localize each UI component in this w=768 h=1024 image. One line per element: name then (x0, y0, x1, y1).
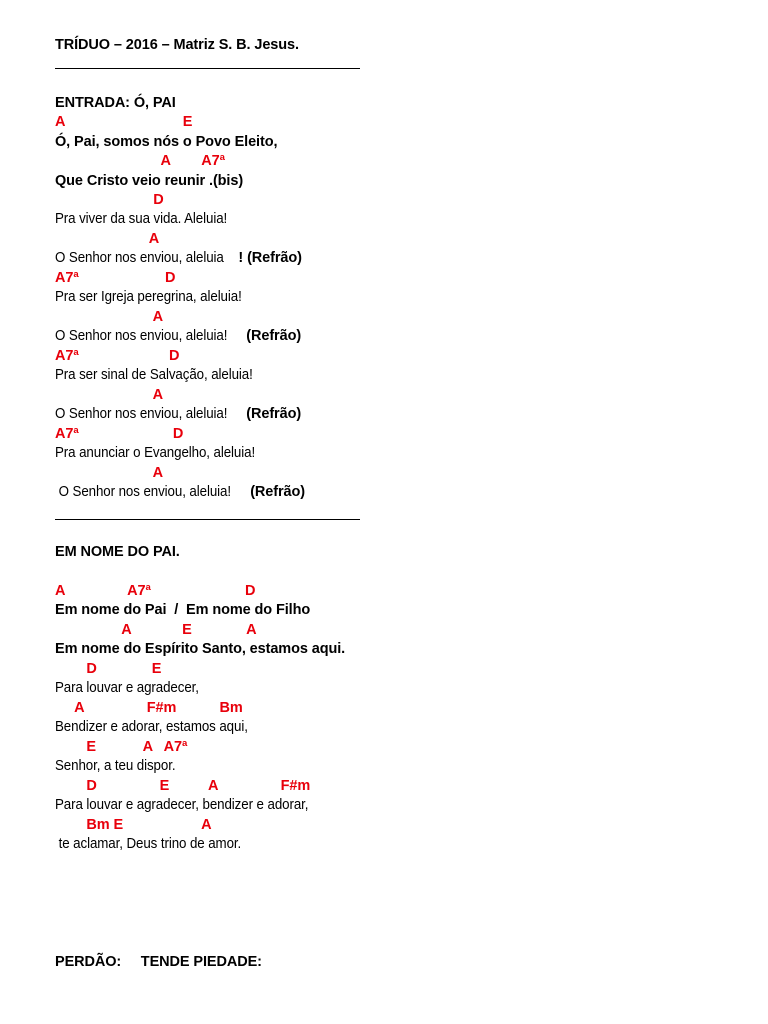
chord-line: A (55, 231, 160, 247)
chord-line: A (55, 309, 164, 325)
chord-line: A A7ª (55, 153, 225, 169)
refrain-marker: (Refrão) (246, 328, 302, 344)
lyric-text: O Senhor nos enviou, aleluia (55, 250, 224, 266)
chord-line: D E A F#m (55, 778, 311, 794)
lyric-text: O Senhor nos enviou, aleluia! (55, 406, 231, 422)
chord-line: A (55, 387, 164, 403)
lyric-line: Pra ser sinal de Salvação, aleluia! (55, 367, 253, 383)
lyric-line (55, 483, 305, 502)
song-heading-entrada: ENTRADA: Ó, PAI (55, 95, 176, 111)
chord-line: A7ª D (55, 270, 176, 286)
chord-line: A F#m Bm (55, 700, 243, 716)
song-heading-perdao: PERDÃO: TENDE PIEDADE: (55, 954, 262, 970)
lyric-line: Ó, Pai, somos nós o Povo Eleito, (55, 134, 278, 150)
chord-line: A A7ª D (55, 583, 256, 599)
chord-line: A7ª D (55, 348, 180, 364)
refrain-marker: (Refrão) (246, 406, 302, 422)
lyric-line (55, 327, 301, 346)
lyric-line: Em nome do Pai / Em nome do Filho (55, 602, 311, 618)
lyric-line: Para louvar e agradecer, bendizer e adorar, (55, 797, 309, 813)
lyric-line (55, 405, 301, 424)
lyric-line: te aclamar, Deus trino de amor. (55, 836, 242, 852)
chord-line: A (55, 465, 164, 481)
lyric-line: Pra anunciar o Evangelho, aleluia! (55, 445, 256, 461)
chord-line: D (55, 192, 164, 208)
chord-line: D E (55, 661, 162, 677)
chord-line: A7ª D (55, 426, 184, 442)
lyric-line: Em nome do Espírito Santo, estamos aqui. (55, 641, 346, 657)
document-title: TRÍDUO – 2016 – Matriz S. B. Jesus. (55, 37, 299, 53)
chord-line: A E A (55, 622, 257, 638)
lyric-text: O Senhor nos enviou, aleluia! (55, 328, 231, 344)
chord-line: E A A7ª (55, 739, 188, 755)
section-divider (55, 519, 360, 520)
lyric-line: Pra viver da sua vida. Aleluia! (55, 211, 228, 227)
refrain-marker: ! (Refrão) (238, 250, 302, 266)
chord-line: A E (55, 114, 193, 130)
song-heading-em-nome-do-pai: EM NOME DO PAI. (55, 544, 180, 560)
chord-line: Bm E A (55, 817, 212, 833)
lyric-line (55, 249, 302, 268)
lyric-line: Que Cristo veio reunir .(bis) (55, 173, 244, 189)
title-divider (55, 68, 360, 69)
lyric-line: Senhor, a teu dispor. (55, 758, 176, 774)
lyric-text: O Senhor nos enviou, aleluia! (55, 484, 235, 500)
lyric-line: Bendizer e adorar, estamos aqui, (55, 719, 248, 735)
refrain-marker: (Refrão) (250, 484, 305, 500)
lyric-line: Para louvar e agradecer, (55, 680, 199, 696)
lyric-line: Pra ser Igreja peregrina, aleluia! (55, 289, 242, 305)
